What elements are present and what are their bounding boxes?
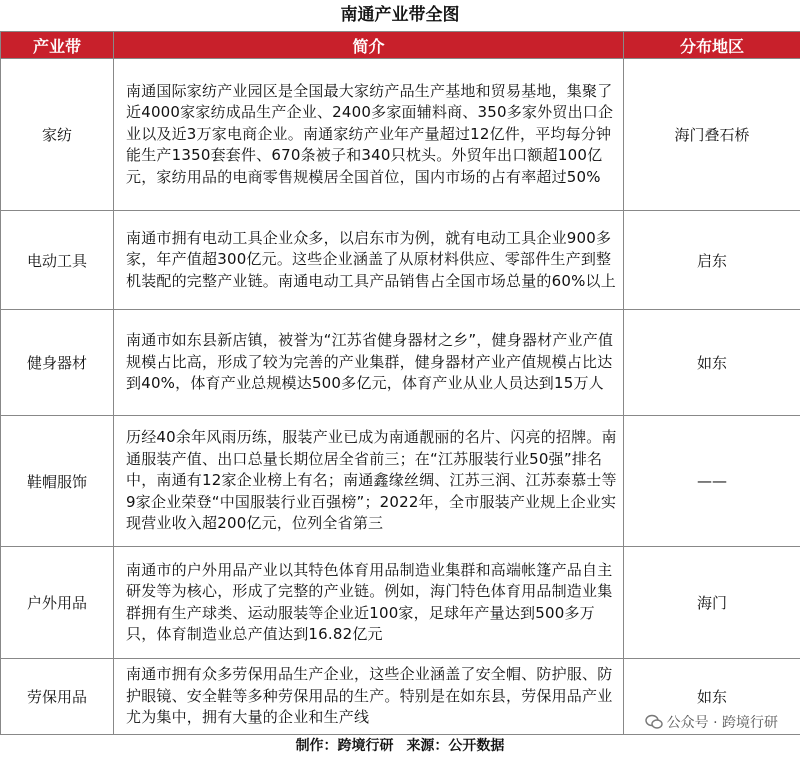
region-cell: 海门叠石桥 <box>624 59 800 211</box>
header-intro: 简介 <box>114 32 624 59</box>
industry-table <box>0 31 800 735</box>
table-row <box>1 211 800 310</box>
region-cell: 如东 <box>624 659 800 735</box>
intro-cell: 南通国际家纺产业园区是全国最大家纺产品生产基地和贸易基地，集聚了近4000家家纺成品生产企业、2400多家面辅料商、350多家外贸出口企业以及近3万家电商企业。南通家纺产业年产量超过12亿件，平均每分钟能生产1350套套件、670条被子和340只枕头。外贸年出口额超100亿元，家纺用品的电商零售规模居全国首位，国内市场的占有率超过50% <box>114 59 624 211</box>
region-cell: 海门 <box>624 547 800 659</box>
footer-source: 来源：公开数据 <box>406 738 505 754</box>
footer <box>0 735 800 757</box>
industry-cell: 健身器材 <box>1 310 114 416</box>
wechat-icon <box>645 714 663 730</box>
industry-cell: 电动工具 <box>1 211 114 310</box>
footer-maker: 制作：跨境行研 <box>295 738 394 754</box>
region-cell: 启东 <box>624 211 800 310</box>
table-row <box>1 547 800 659</box>
region-cell: 如东 <box>624 310 800 416</box>
intro-cell: 南通市拥有众多劳保用品生产企业，这些企业涵盖了安全帽、防护服、防护眼镜、安全鞋等多种劳保用品的生产。特别是在如东县，劳保用品产业尤为集中，拥有大量的企业和生产线 <box>114 659 624 735</box>
industry-cell: 户外用品 <box>1 547 114 659</box>
table-row <box>1 59 800 211</box>
table-header-row <box>1 32 800 59</box>
watermark-text: 公众号 · 跨境行研 <box>666 715 778 731</box>
intro-cell: 南通市如东县新店镇，被誉为“江苏省健身器材之乡”，健身器材产业产值规模占比高，形成了较为完善的产业集群，健身器材产业产值规模占比达到40%，体育产业总规模达500多亿元，体育产业从业人员达到15万人 <box>114 310 624 416</box>
region-cell: —— <box>624 416 800 547</box>
header-region: 分布地区 <box>624 32 800 59</box>
industry-cell: 鞋帽服饰 <box>1 416 114 547</box>
page-title: 南通产业带全图 <box>340 5 460 25</box>
intro-cell: 南通市的户外用品产业以其特色体育用品制造业集群和高端帐篷产品自主研发等为核心，形成了完整的产业链。例如，海门特色体育用品制造业集群拥有生产球类、运动服装等企业近100家，足球年产量达到500多万只，体育制造业总产值达到16.82亿元 <box>114 547 624 659</box>
table-row <box>1 416 800 547</box>
intro-cell: 南通市拥有电动工具企业众多，以启东市为例，就有电动工具企业900多家，年产值超300亿元。这些企业涵盖了从原材料供应、零部件生产到整机装配的完整产业链。南通电动工具产品销售占全国市场总量的60%以上 <box>114 211 624 310</box>
header-industry: 产业带 <box>1 32 114 59</box>
industry-cell: 劳保用品 <box>1 659 114 735</box>
industry-cell: 家纺 <box>1 59 114 211</box>
table-row <box>1 310 800 416</box>
watermark <box>645 712 778 732</box>
intro-cell: 历经40余年风雨历练，服装产业已成为南通靓丽的名片、闪亮的招牌。南通服装产值、出口总量长期位居全省前三；在“江苏服装行业50强”排名中，南通有12家企业榜上有名；南通鑫缘丝绸、江苏三润、江苏泰慕士等9家企业荣登“中国服装行业百强榜”；2022年，全市服装产业规上企业实现营业收入超200亿元，位列全省第三 <box>114 416 624 547</box>
